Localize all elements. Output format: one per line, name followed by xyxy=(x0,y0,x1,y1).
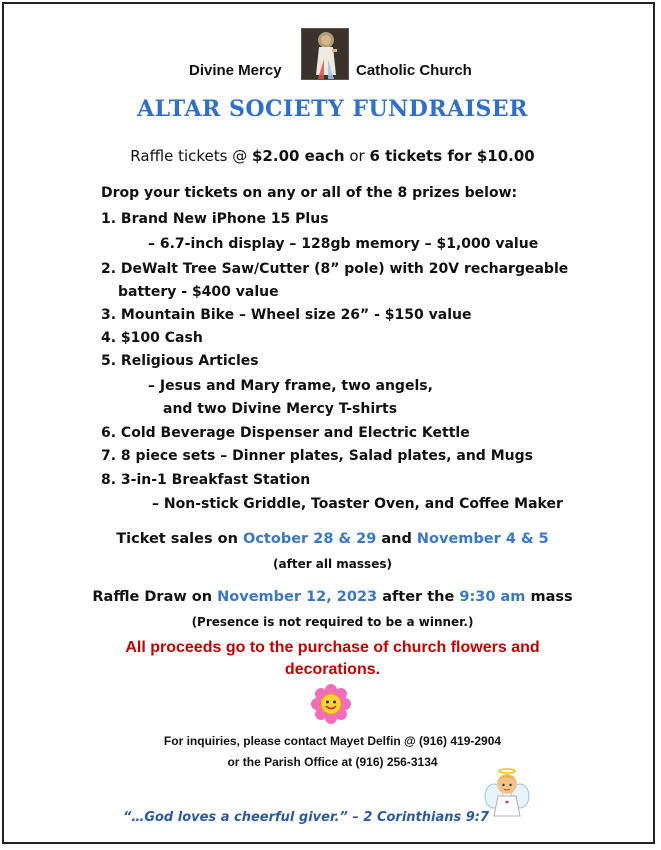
church-name-right: Catholic Church xyxy=(356,62,472,79)
prize-item: 5. Religious Articles xyxy=(101,353,259,369)
sales-mid: and xyxy=(376,531,417,547)
proceeds-line-1: All proceeds go to the purchase of church flowers and xyxy=(125,639,540,656)
prize-item: 2. DeWalt Tree Saw/Cutter (8” pole) with 20V rechargeable xyxy=(101,261,569,277)
smiling-flower-icon xyxy=(311,684,351,724)
draw-date: November 12, 2023 xyxy=(217,589,378,605)
ticket-sales-line xyxy=(4,531,661,547)
prize-item: 6. Cold Beverage Dispenser and Electric Kettle xyxy=(101,425,470,441)
inquiries-line-1: For inquiries, please contact Mayet Delfin @ (916) 419-2904 xyxy=(163,734,502,748)
divine-mercy-image xyxy=(301,28,349,80)
raffle-draw-line xyxy=(4,589,661,605)
raffle-mid: or xyxy=(344,147,370,165)
sales-dates-november: November 4 & 5 xyxy=(416,531,549,547)
proceeds-line-2: decorations. xyxy=(284,661,381,678)
draw-time: 9:30 am xyxy=(459,589,526,605)
prize-item: 1. Brand New iPhone 15 Plus xyxy=(101,211,329,227)
bible-verse: “…God loves a cheerful giver.” – 2 Corinthians 9:7 xyxy=(122,810,490,825)
draw-note: (Presence is not required to be a winner.) xyxy=(191,615,474,629)
prize-item: 8. 3-in-1 Breakfast Station xyxy=(101,472,311,488)
prize-item: 4. $100 Cash xyxy=(101,330,203,346)
sales-note: (after all masses) xyxy=(273,557,392,571)
flyer-page xyxy=(2,2,655,844)
draw-suffix: mass xyxy=(525,589,573,605)
prize-intro: Drop your tickets on any or all of the 8 prizes below: xyxy=(101,185,518,201)
sales-prefix: Ticket sales on xyxy=(116,531,243,547)
draw-prefix: Raffle Draw on xyxy=(92,589,218,605)
raffle-price-bundle: 6 tickets for $10.00 xyxy=(369,147,535,165)
raffle-price-single: $2.00 each xyxy=(252,147,345,165)
raffle-price-line xyxy=(4,147,661,165)
raffle-prefix: Raffle tickets @ xyxy=(130,147,252,165)
page-title: ALTAR SOCIETY FUNDRAISER xyxy=(137,96,528,122)
church-name-left: Divine Mercy xyxy=(189,62,282,79)
prize-item: 3. Mountain Bike – Wheel size 26” - $150 value xyxy=(101,307,472,323)
prize-detail: battery - $400 value xyxy=(118,284,279,300)
prize-detail: – Jesus and Mary frame, two angels, xyxy=(148,378,433,394)
sales-dates-october: October 28 & 29 xyxy=(243,531,377,547)
prize-detail: – Non-stick Griddle, Toaster Oven, and Coffee Maker xyxy=(152,496,563,512)
prize-detail: and two Divine Mercy T-shirts xyxy=(163,401,398,417)
inquiries-line-2: or the Parish Office at (916) 256-3134 xyxy=(227,755,438,769)
draw-mid: after the xyxy=(377,589,460,605)
prize-item: 7. 8 piece sets – Dinner plates, Salad plates, and Mugs xyxy=(101,448,533,464)
prize-detail: – 6.7-inch display – 128gb memory – $1,000 value xyxy=(148,236,539,252)
